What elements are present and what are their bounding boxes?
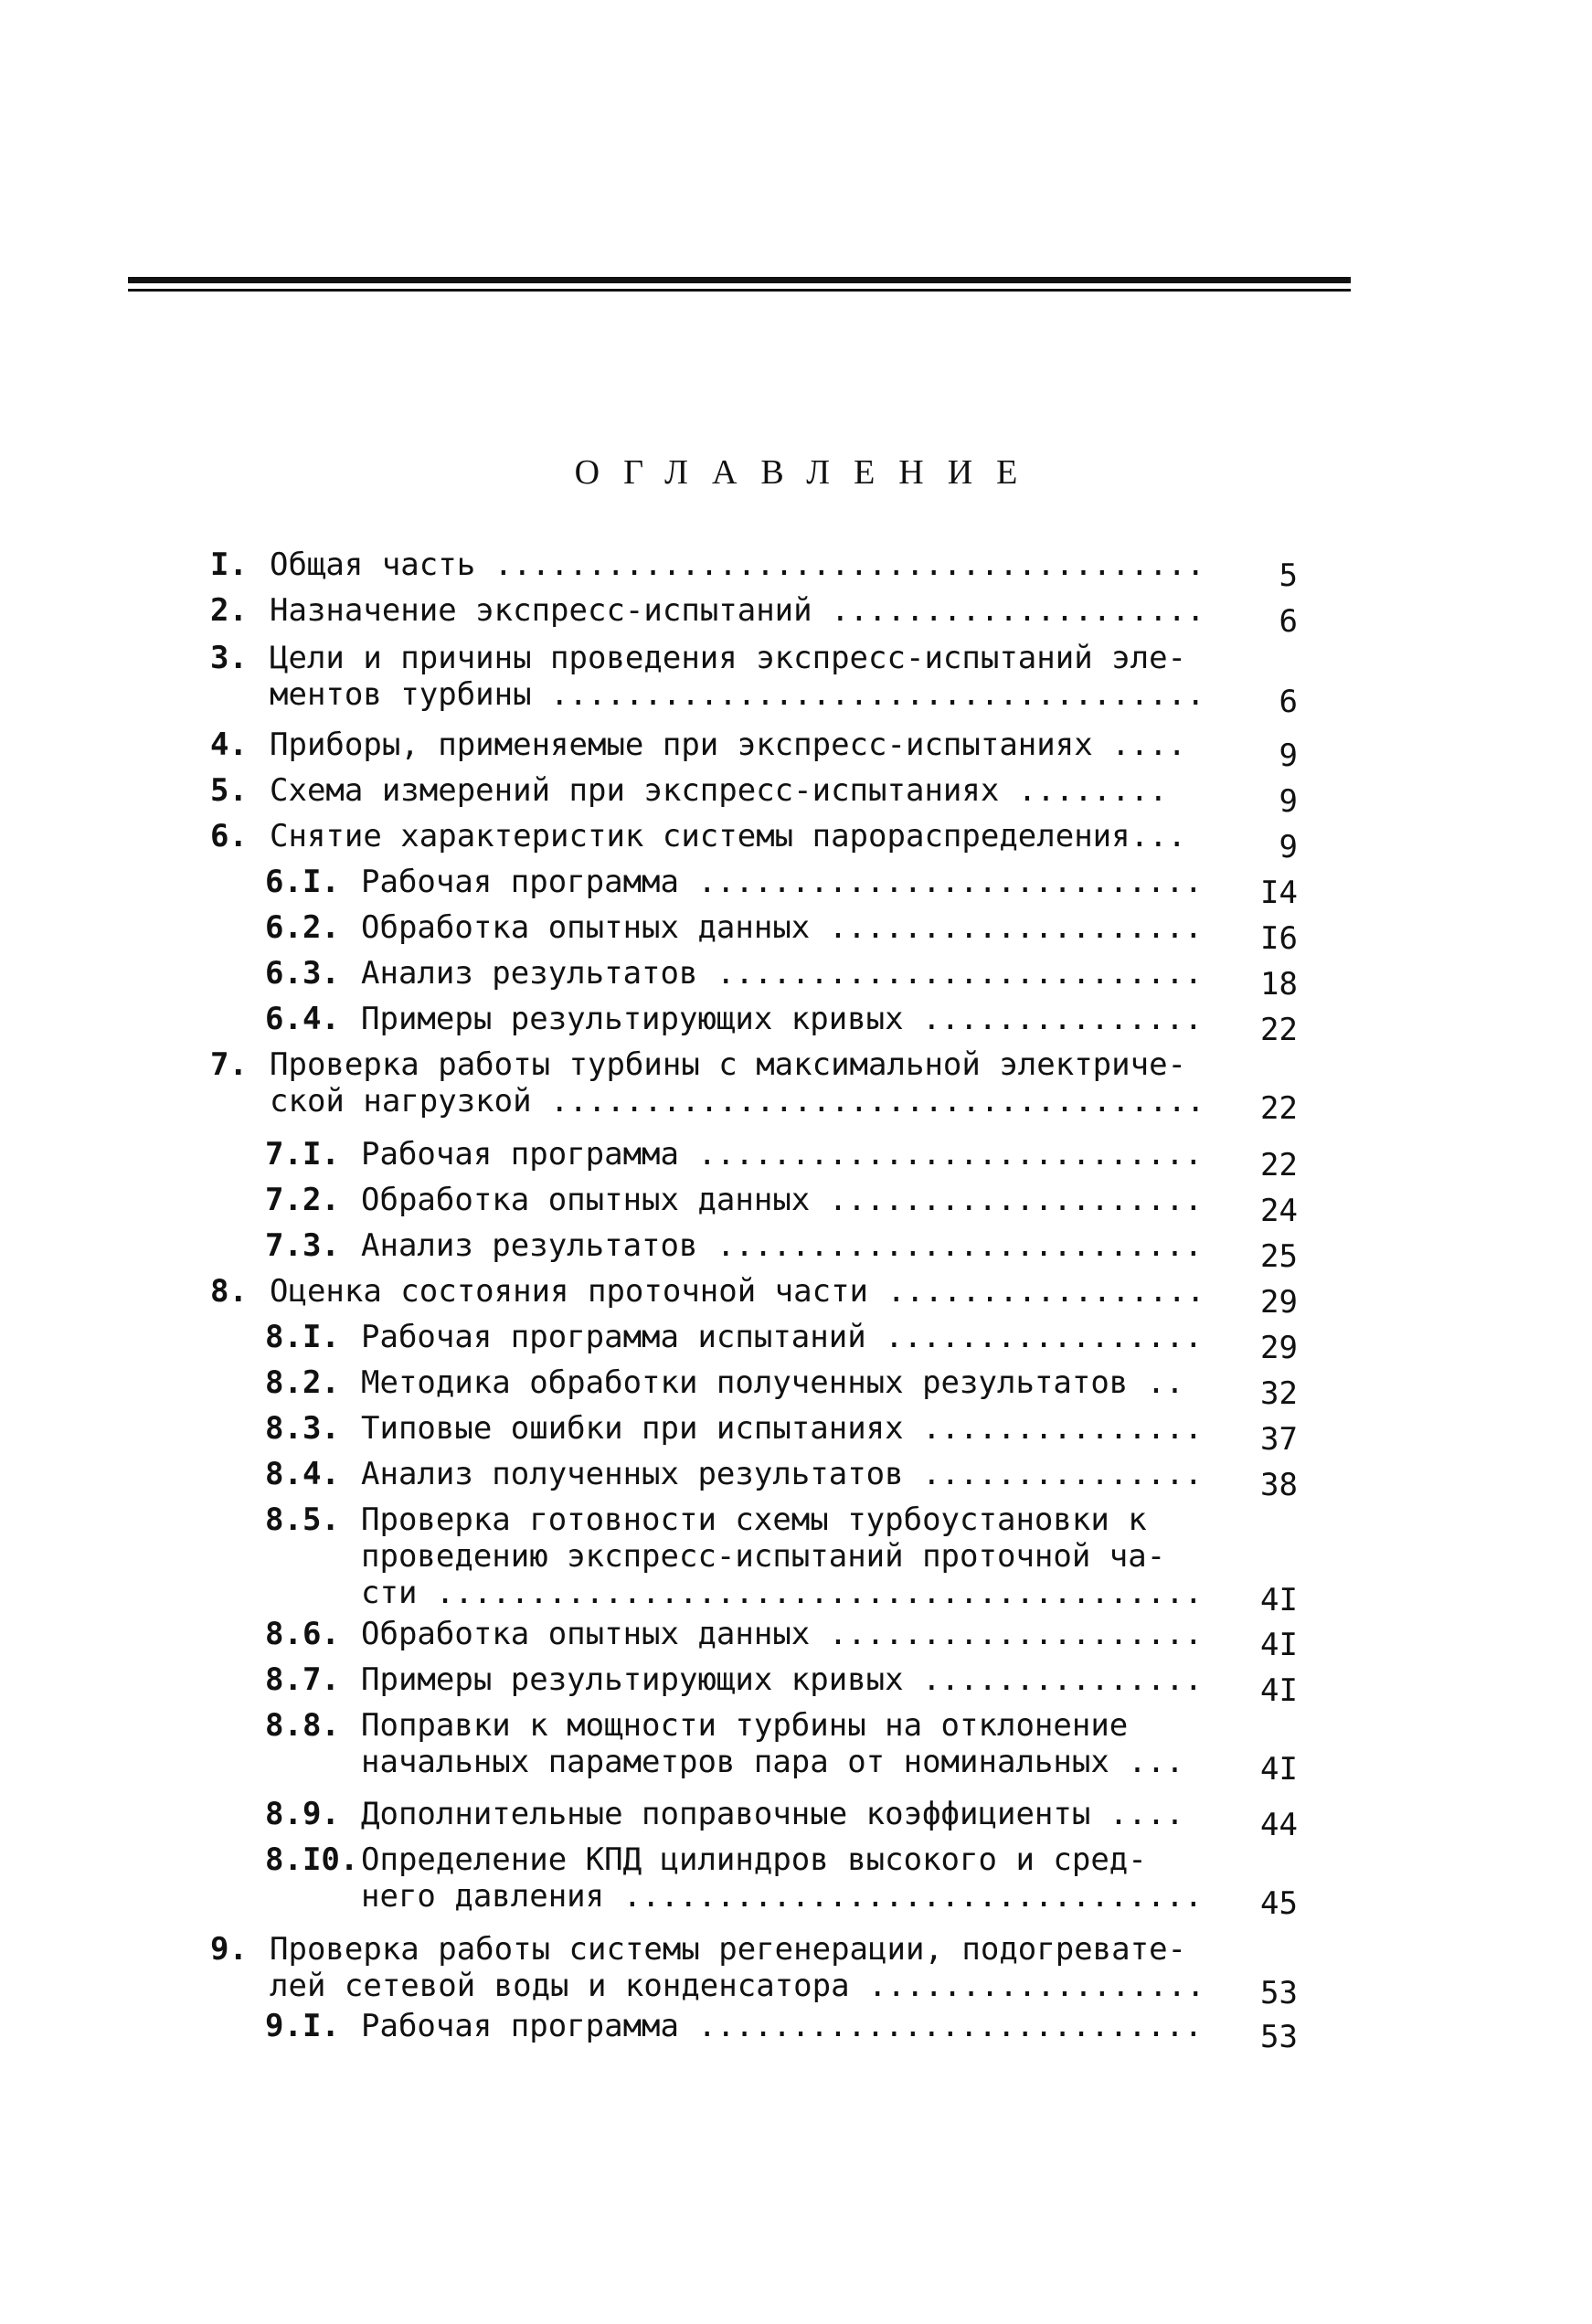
toc-entry-page-number: 9 — [1279, 738, 1298, 774]
toc-entry-title-line: Примеры результирующих кривых ..... — [361, 1661, 1200, 1698]
toc-entry-title-line: Анализ полученных результатов ..... — [361, 1456, 1200, 1492]
toc-entry — [0, 1931, 1592, 2011]
toc-entry-number: 7. — [210, 1046, 248, 1083]
toc-entry-page-number: 45 — [1260, 1885, 1298, 1922]
toc-entry-title-line: него давления ..... — [361, 1878, 1200, 1915]
toc-entry-title-line: Снятие характеристик системы парораспределения... — [270, 818, 1187, 854]
toc-entry-title-line: Оценка состояния проточной части ..... — [270, 1273, 1211, 1310]
toc-entry-page-number: 32 — [1260, 1375, 1298, 1412]
toc-entry-title — [361, 1456, 1200, 1492]
toc-entry-title-line: начальных параметров пара от номинальных ... — [361, 1744, 1184, 1780]
toc-entry-page-number: 4I — [1260, 1582, 1298, 1618]
toc-entry-number: 3. — [210, 640, 248, 676]
toc-entry-page-number: 4I — [1260, 1751, 1298, 1788]
toc-entry-number: 9.I. — [265, 2008, 340, 2044]
toc-entry-title-line: Обработка опытных данных ..... — [361, 1182, 1200, 1218]
toc-entry-number: 8.2. — [265, 1364, 340, 1401]
toc-entry-title — [361, 1661, 1200, 1698]
toc-entry-number: 8.8. — [265, 1707, 340, 1744]
toc-entry — [0, 1502, 1592, 1618]
toc-entry-title — [270, 640, 1211, 713]
toc-entry-title — [361, 1796, 1200, 1832]
toc-entry-page-number: 24 — [1260, 1193, 1298, 1229]
toc-entry-title-line: Анализ результатов ..... — [361, 955, 1200, 992]
toc-entry — [0, 1841, 1592, 1922]
toc-entry-page-number: 22 — [1260, 1012, 1298, 1048]
toc-entry-title-line: Общая часть ..... — [270, 547, 1211, 583]
toc-entry-title-line: Рабочая программа ..... — [361, 1136, 1200, 1173]
toc-entry — [0, 1046, 1592, 1127]
toc-entry-title — [361, 1616, 1200, 1652]
toc-entry-title — [270, 592, 1211, 629]
toc-entry-page-number: 5 — [1279, 557, 1298, 594]
toc-entry-title-line: Проверка работы системы регенерации, подогревате- — [270, 1931, 1187, 1968]
toc-entry-title-line: Цели и причины проведения экспресс-испытаний эле- — [270, 640, 1187, 676]
toc-entry-page-number: 29 — [1260, 1284, 1298, 1321]
toc-entry-page-number: 22 — [1260, 1090, 1298, 1127]
toc-entry-title — [270, 1046, 1211, 1120]
toc-entry-page-number: 4I — [1260, 1627, 1298, 1663]
toc-entry-number: 8.4. — [265, 1456, 340, 1492]
toc-entry-number: 8.7. — [265, 1661, 340, 1698]
toc-entry-number: 4. — [210, 727, 248, 763]
toc-entry-title-line: сти ..... — [361, 1575, 1200, 1611]
toc-entry-title — [361, 1136, 1200, 1173]
toc-entry-title-line: ской нагрузкой ..... — [270, 1083, 1211, 1120]
toc-entry-page-number: 9 — [1279, 829, 1298, 865]
toc-entry-title — [361, 1502, 1200, 1611]
toc-entry-title — [270, 727, 1211, 763]
toc-entry-title — [361, 1001, 1200, 1037]
toc-entry-title — [270, 818, 1211, 854]
toc-entry-number: 8.9. — [265, 1796, 340, 1832]
toc-entry-title-line: лей сетевой воды и конденсатора ..... — [270, 1968, 1211, 2004]
toc-entry-title-line: Методика обработки полученных результатов .. — [361, 1364, 1184, 1401]
toc-entry-title-line: Рабочая программа ..... — [361, 2008, 1200, 2044]
toc-entry-title-line: Приборы, применяемые при экспресс-испытаниях .... — [270, 727, 1187, 763]
toc-entry-number: 8.I. — [265, 1319, 340, 1355]
toc-entry-title — [361, 909, 1200, 946]
toc-entry-title-line: ментов турбины ..... — [270, 676, 1211, 713]
toc-entry-page-number: 22 — [1260, 1147, 1298, 1183]
toc-entry-page-number: 37 — [1260, 1421, 1298, 1458]
toc-entry-number: 7.3. — [265, 1227, 340, 1264]
toc-entry-number: 8. — [210, 1273, 248, 1310]
toc-entry — [0, 1707, 1592, 1788]
toc-entry-number: 8.I0. — [265, 1841, 359, 1878]
toc-entry-number: 6.2. — [265, 909, 340, 946]
toc-entry-page-number: 6 — [1279, 684, 1298, 720]
toc-entry-number: 8.5. — [265, 1502, 340, 1538]
toc-entry-number: 6. — [210, 818, 248, 854]
toc-entry-title — [270, 1273, 1211, 1310]
toc-entry-title-line: Типовые ошибки при испытаниях ..... — [361, 1410, 1200, 1447]
toc-entry-title — [361, 1410, 1200, 1447]
toc-entry-number: 8.3. — [265, 1410, 340, 1447]
toc-entry-page-number: 38 — [1260, 1467, 1298, 1503]
toc-entry-page-number: 44 — [1260, 1807, 1298, 1843]
toc-entry-title-line: Назначение экспресс-испытаний ..... — [270, 592, 1211, 629]
toc-entry-page-number: I4 — [1260, 875, 1298, 911]
toc-entry-title-line: Рабочая программа ..... — [361, 864, 1200, 900]
toc-entry-title-line: Обработка опытных данных ..... — [361, 909, 1200, 946]
toc-entry-title — [361, 1707, 1200, 1780]
toc-entry-title — [361, 2008, 1200, 2044]
toc-entry-page-number: 9 — [1279, 783, 1298, 820]
toc-entry-title-line: Проверка работы турбины с максимальной электриче- — [270, 1046, 1187, 1083]
toc-entry-title-line: Рабочая программа испытаний ..... — [361, 1319, 1200, 1355]
toc-entry-page-number: 6 — [1279, 603, 1298, 640]
toc-entry-title-line: Определение КПД цилиндров высокого и сред- — [361, 1841, 1147, 1878]
toc-entry-number: 5. — [210, 772, 248, 809]
toc-entry-number: 8.6. — [265, 1616, 340, 1652]
header-rule-thin — [128, 289, 1351, 292]
toc-entry-page-number: I6 — [1260, 920, 1298, 957]
toc-entry — [0, 592, 1592, 647]
toc-entry-title-line: Схема измерений при экспресс-испытаниях ........ — [270, 772, 1168, 809]
page-title: ОГЛАВЛЕНИЕ — [574, 453, 1042, 492]
toc-entry-title-line: Дополнительные поправочные коэффициенты .... — [361, 1796, 1184, 1832]
toc-entry-title-line: Примеры результирующих кривых ..... — [361, 1001, 1200, 1037]
toc-entry-number: 2. — [210, 592, 248, 629]
toc-entry-title-line: Поправки к мощности турбины на отклонение — [361, 1707, 1129, 1744]
toc-entry-title — [270, 772, 1211, 809]
toc-entry — [0, 640, 1592, 720]
toc-entry-title — [361, 1182, 1200, 1218]
toc-entry-page-number: 4I — [1260, 1672, 1298, 1709]
toc-entry-page-number: 53 — [1260, 1975, 1298, 2011]
toc-entry-number: 7.2. — [265, 1182, 340, 1218]
toc-entry-page-number: 53 — [1260, 2019, 1298, 2055]
toc-entry-title — [361, 1319, 1200, 1355]
toc-entry-number: I. — [210, 547, 248, 583]
toc-entry-number: 6.I. — [265, 864, 340, 900]
toc-entry-number: 6.4. — [265, 1001, 340, 1037]
toc-entry-title — [270, 547, 1211, 583]
toc-entry-title — [361, 864, 1200, 900]
toc-entry-title-line: Обработка опытных данных ..... — [361, 1616, 1200, 1652]
toc-entry-title-line: Проверка готовности схемы турбоустановки к — [361, 1502, 1147, 1538]
toc-entry-number: 6.3. — [265, 955, 340, 992]
toc-entry-number: 7.I. — [265, 1136, 340, 1173]
toc-entry-title — [361, 1227, 1200, 1264]
toc-entry-page-number: 25 — [1260, 1238, 1298, 1275]
toc-entry-title-line: Анализ результатов ..... — [361, 1227, 1200, 1264]
toc-entry-number: 9. — [210, 1931, 248, 1968]
toc-entry-title — [361, 1364, 1200, 1401]
header-rule-thick — [128, 277, 1351, 283]
toc-entry — [0, 2008, 1592, 2063]
toc-entry-title — [361, 955, 1200, 992]
toc-entry-title — [361, 1841, 1200, 1915]
toc-entry-title — [270, 1931, 1211, 2004]
toc-entry-page-number: 18 — [1260, 966, 1298, 1003]
toc-entry-title-line: проведению экспресс-испытаний проточной ча- — [361, 1538, 1166, 1575]
toc-entry-page-number: 29 — [1260, 1330, 1298, 1366]
